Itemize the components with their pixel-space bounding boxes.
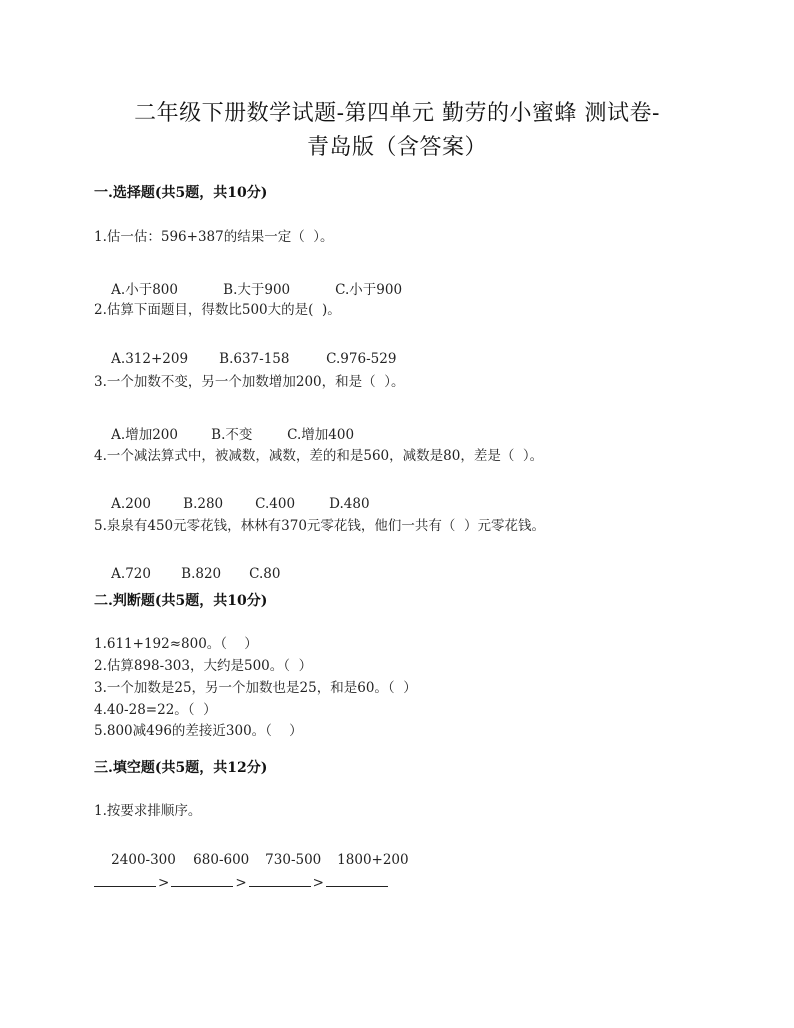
expression: 730-500 xyxy=(265,852,322,868)
option: A.720 xyxy=(111,566,151,582)
title-line-1: 二年级下册数学试题-第四单元 勤劳的小蜜蜂 测试卷- xyxy=(134,101,660,126)
option: A.312+209 xyxy=(111,351,189,367)
option: B.820 xyxy=(181,566,222,582)
question-text: 5.泉泉有450元零花钱，林林有370元零花钱，他们一共有（ ）元零花钱。 xyxy=(94,518,545,534)
expression: 2400-300 xyxy=(111,852,176,868)
answer-blank[interactable] xyxy=(171,872,233,887)
greater-than-sign: > xyxy=(158,875,170,891)
option: B.637-158 xyxy=(219,351,290,367)
judgement-item: 3.一个加数是25，另一个加数也是25，和是60。（ ） xyxy=(94,680,417,696)
greater-than-sign: > xyxy=(235,875,247,891)
option: C.400 xyxy=(255,496,296,512)
option: C.小于900 xyxy=(335,282,403,298)
section-heading-judgement: 二.判断题(共5题，共10分) xyxy=(94,593,268,609)
expression: 680-600 xyxy=(193,852,250,868)
answer-blank[interactable] xyxy=(94,872,156,887)
option: B.大于900 xyxy=(223,282,291,298)
judgement-item: 1.611+192≈800。（ ） xyxy=(94,636,258,652)
section-heading-choice: 一.选择题(共5题，共10分) xyxy=(94,185,268,201)
option: A.增加200 xyxy=(111,427,178,443)
answer-blank[interactable] xyxy=(249,872,311,887)
option: C.80 xyxy=(249,566,281,582)
option: A.小于800 xyxy=(111,282,178,298)
option: D.480 xyxy=(329,496,370,512)
option: B.不变 xyxy=(211,427,253,443)
greater-than-sign: > xyxy=(312,875,324,891)
section-heading-fill-blank: 三.填空题(共5题，共12分) xyxy=(94,760,268,776)
answer-blank[interactable] xyxy=(326,872,388,887)
question-text: 1.按要求排顺序。 xyxy=(94,803,202,819)
expression: 1800+200 xyxy=(337,852,409,868)
option: A.200 xyxy=(111,496,151,512)
ordering-answer-blanks xyxy=(94,872,388,891)
question-text: 3.一个加数不变，另一个加数增加200，和是（ ）。 xyxy=(94,374,405,390)
option: B.280 xyxy=(183,496,224,512)
question-text: 4.一个减法算式中，被减数，减数，差的和是560，减数是80，差是（ ）。 xyxy=(94,448,544,464)
question-text: 2.估算下面题目，得数比500大的是( )。 xyxy=(94,302,341,318)
judgement-item: 2.估算898-303，大约是500。（ ） xyxy=(94,658,313,674)
judgement-item: 5.800减496的差接近300。（ ） xyxy=(94,723,303,739)
question-text: 1.估一估：596+387的结果一定（ ）。 xyxy=(94,229,334,245)
title-line-2: 青岛版（含答案） xyxy=(306,135,487,160)
option: C.976-529 xyxy=(326,351,397,367)
option: C.增加400 xyxy=(287,427,355,443)
judgement-item: 4.40-28=22。（ ） xyxy=(94,702,217,718)
